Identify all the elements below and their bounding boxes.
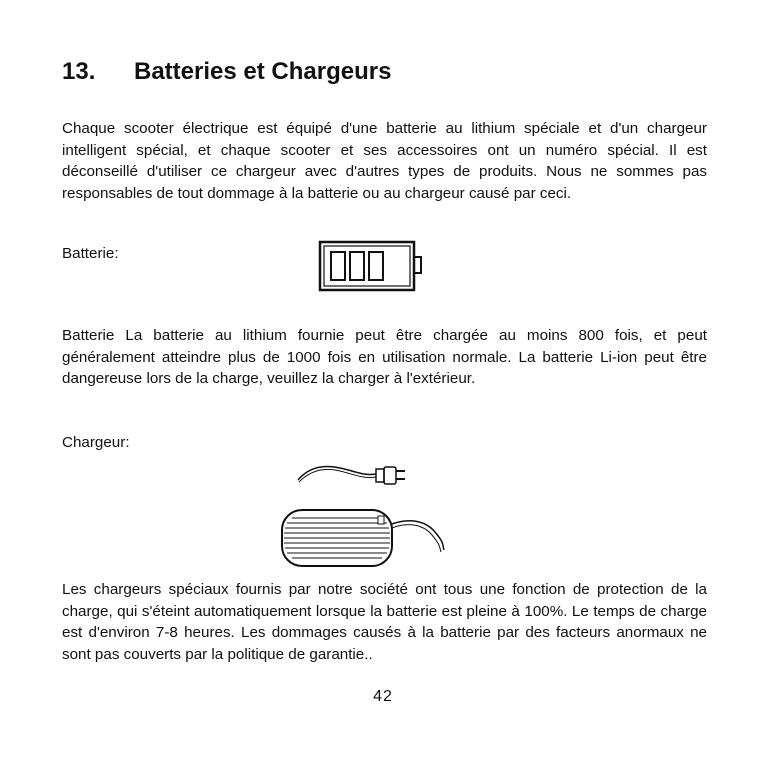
section-title: Batteries et Chargeurs — [134, 58, 392, 85]
charger-brick-icon — [280, 506, 450, 572]
section-number: 13. — [62, 58, 96, 85]
battery-cell — [369, 252, 383, 280]
section-heading — [62, 58, 391, 86]
plug-cable-icon — [294, 458, 414, 494]
battery-label: Batterie: — [62, 245, 119, 262]
battery-icon — [318, 238, 428, 294]
battery-paragraph: Batterie La batterie au lithium fournie peut être chargée au moins 800 fois, et peut généralement atteindre plus de 1000 fois en utilisation normale. La batterie Li-ion peut être dangereuse lors de la charge, veuillez la charger à l'extérieur. — [62, 327, 707, 387]
battery-cell — [350, 252, 364, 280]
battery-cell — [331, 252, 345, 280]
charger-paragraph: Les chargeurs spéciaux fournis par notre société ont tous une fonction de protection de la charge, qui s'éteint automatiquement lorsque la batterie est pleine à 100%. Le temps de charge est d'environ 7-8 heures. Les dommages causés à la batterie par des facteurs anormaux ne sont pas couverts par la politique de garantie.. — [62, 581, 707, 663]
intro-paragraph: Chaque scooter électrique est équipé d'une batterie au lithium spéciale et d'un chargeur intelligent spécial, et chaque scooter et ses accessoires ont un numéro spécial. Il est déconseillé d'utiliser ce chargeur avec d'autres types de produits. Nous ne sommes pas responsables de tout dommage à la batterie ou au chargeur causé par ceci. — [62, 120, 707, 202]
page-number: 42 — [373, 688, 393, 705]
charger-label: Chargeur: — [62, 434, 130, 451]
